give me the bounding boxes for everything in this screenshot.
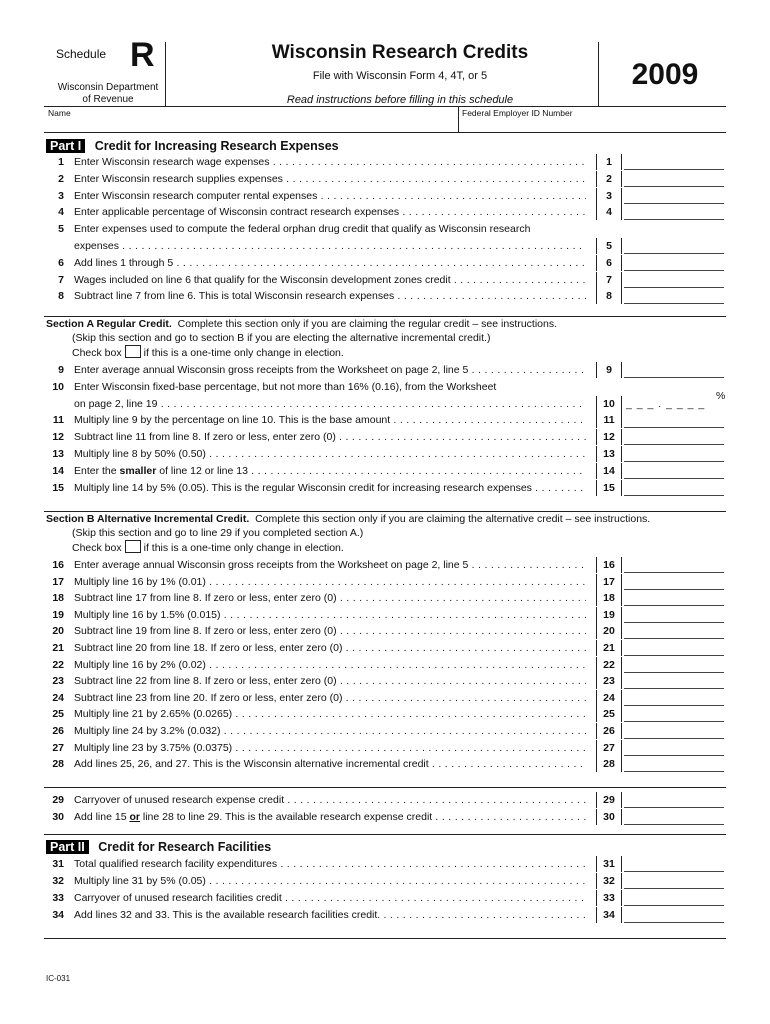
line-box-number: 25 [596,706,622,722]
line-description [74,607,586,623]
amount-input-line-1[interactable] [624,154,724,170]
line-number: 4 [58,206,64,219]
part1-title: Credit for Increasing Research Expenses [94,139,339,153]
name-row-bottom-rule [44,132,726,133]
line-description [74,907,586,923]
line-text: Subtract line 20 from line 18. If zero or less, enter zero (0) [74,642,343,654]
line-number: 20 [52,625,64,638]
form-line-28 [0,756,770,772]
section-a-check-line [46,345,736,361]
amount-input-line-14[interactable] [624,463,724,479]
line-description [74,723,586,739]
form-line-11 [0,412,770,428]
amount-input-line-32[interactable] [624,873,724,889]
line-box-number: 2 [596,171,622,187]
form-line-31 [0,856,770,872]
line-number: 27 [52,741,64,754]
name-input[interactable] [60,108,452,130]
line-description [74,792,586,808]
line-box-number: 22 [596,657,622,673]
file-with-note: File with Wisconsin Form 4, 4T, or 5 [312,70,488,82]
form-line-25 [0,706,770,722]
section-b-heading: Section B Alternative Incremental Credit. [46,513,250,525]
line-text: expenses [74,240,119,252]
line-number: 30 [52,811,64,823]
line-number: 34 [52,909,64,921]
line-description [74,255,586,271]
line-description [74,756,586,772]
line-description [74,429,586,445]
line-text: Add lines 32 and 33. This is the available research facilities credit. [74,909,381,921]
line-box-number: 31 [596,856,622,872]
form-line-33 [0,890,770,906]
part2-header [46,840,271,854]
section-a-header [46,318,736,361]
form-line-13 [0,446,770,462]
amount-input-line-27[interactable] [624,740,724,756]
line-description [74,740,586,756]
line-description [74,623,586,639]
header-divider-right [598,42,599,106]
form-title: Wisconsin Research Credits [271,42,529,63]
line-description [74,446,586,462]
section-b-check-line [46,540,736,556]
form-line-20 [0,623,770,639]
schedule-label: Schedule [56,47,107,61]
fein-input[interactable] [462,118,724,132]
line-number: 19 [52,608,64,621]
line-number: 2 [58,172,64,185]
line-box-number: 34 [596,907,622,923]
line-text: Enter expenses used to compute the federal orphan drug credit that qualify as Wisconsin research [74,223,531,236]
amount-input-line-12[interactable] [624,429,724,445]
line-box-number: 4 [596,204,622,220]
fein-divider [458,106,459,132]
part2-rule [44,834,726,835]
line-box-number: 28 [596,756,622,772]
line-description [74,480,586,496]
line-text: Add lines 1 through 5 [74,256,174,269]
line-description [74,396,586,412]
line-text: Multiply line 9 by the percentage on line 10. This is the base amount [74,414,391,427]
line-number: 1 [58,156,64,168]
line-description [74,188,586,204]
line-text: Multiply line 8 by 50% (0.50) [74,448,206,460]
line-box-number: 20 [596,623,622,639]
form-line-7 [0,272,770,288]
line-description [74,657,586,673]
amount-input-line-31[interactable] [624,856,724,872]
line-number: 13 [52,448,64,460]
line-number: 6 [58,256,64,269]
line-number: 23 [52,675,64,688]
line-number: 18 [52,592,64,605]
line-number: 24 [52,691,64,704]
section-b-rule [44,511,726,512]
amount-input-line-34[interactable] [624,907,724,923]
amount-input-line-22[interactable] [624,657,724,673]
form-line-18 [0,590,770,606]
line-text: Wages included on line 6 that qualify for the Wisconsin development zones credit [74,273,451,286]
line-box-number: 29 [596,792,622,808]
form-line-21 [0,640,770,656]
section-b-check-post: if this is a one-time only change in election. [143,542,344,554]
department-line-2: of Revenue [82,94,134,105]
line-number: 8 [58,290,64,303]
amount-input-line-13[interactable] [624,446,724,462]
line-box-number: 16 [596,557,622,573]
line-description [74,272,586,288]
line-description [74,640,586,656]
amount-input-line-29[interactable] [624,792,724,808]
line-description [74,238,586,254]
line-number: 33 [52,892,64,904]
line-number: 29 [52,794,64,806]
carryover-rule [44,787,726,788]
form-line-29 [0,792,770,808]
line-description [74,590,586,606]
amount-input-line-24[interactable] [624,690,724,706]
line-box-number: 9 [596,362,622,378]
line-box-number: 24 [596,690,622,706]
line-description [74,362,586,378]
line-description [74,154,586,170]
instructions-note: Read instructions before filling in this schedule [286,94,514,106]
section-a-skip: (Skip this section and go to section B if you are electing the alternative incremental credit.) [72,331,491,344]
section-b-check-pre: Check box [72,542,122,554]
line-text: Multiply line 16 by 1.5% (0.015) [74,608,221,621]
line-box-number: 1 [596,154,622,170]
section-b-header [46,513,736,556]
amount-input-line-4[interactable] [624,204,724,220]
line-text: Multiply line 16 by 2% (0.02) [74,658,206,671]
line-box-number: 27 [596,740,622,756]
line-text-emphasis: smaller [119,464,157,477]
line-number: 12 [52,431,64,444]
line-text: Subtract line 23 from line 20. If zero or less, enter zero (0) [74,691,343,704]
part2-title: Credit for Research Facilities [98,840,272,854]
line-number: 31 [52,858,64,870]
line-box-number: 5 [596,238,622,254]
form-line-19 [0,607,770,623]
line-box-number: 18 [596,590,622,606]
line-text: Add lines 25, 26, and 27. This is the Wisconsin alternative incremental credit [74,758,429,771]
form-line-2 [0,171,770,187]
form-line-12 [0,429,770,445]
amount-input-line-16[interactable] [624,557,724,573]
section-b-skip: (Skip this section and go to line 29 if you completed section A.) [72,526,364,539]
line-box-number: 32 [596,873,622,889]
line-box-number: 14 [596,463,622,479]
line-box-number: 19 [596,607,622,623]
line-text: Subtract line 7 from line 6. This is total Wisconsin research expenses [74,290,395,303]
line-description [74,412,586,428]
line-description [74,557,586,573]
line-number: 22 [52,658,64,671]
fein-label: Federal Employer ID Number [462,108,573,118]
line-box-number: 11 [596,412,622,428]
section-a-heading: Section A Regular Credit. [46,318,172,330]
amount-input-line-23[interactable] [624,673,724,689]
header-divider-left [165,42,166,106]
line-text: Enter average annual Wisconsin gross receipts from the Worksheet on page 2, line 5 [74,559,469,571]
department-name [54,82,162,106]
form-line-30 [0,809,770,825]
line-number: 5 [58,223,64,236]
tax-year: 2009 [631,58,699,91]
form-line-9 [0,362,770,378]
line-text: Subtract line 19 from line 8. If zero or less, enter zero (0) [74,625,337,638]
line-box-number: 21 [596,640,622,656]
form-line-26 [0,723,770,739]
section-a-election-checkbox[interactable] [125,345,141,358]
line-number: 26 [52,725,64,737]
line-description [74,856,586,872]
line-number: 17 [52,575,64,588]
form-line-3 [0,188,770,204]
line-number: 16 [52,559,64,571]
line-text-pre: Enter the [74,464,120,477]
amount-input-line-26[interactable] [624,723,724,739]
line-text-emphasis: or [129,811,140,823]
form-line-22 [0,657,770,673]
line-text: Carryover of unused research expense credit [74,794,285,806]
form-line-5-cont [0,238,770,254]
schedule-letter: R [130,36,155,74]
line-box-number: 12 [596,429,622,445]
line-description [74,809,586,825]
amount-input-line-28[interactable] [624,756,724,772]
line-number: 21 [52,642,64,654]
line-box-number: 13 [596,446,622,462]
form-line-5 [0,221,770,237]
form-line-27 [0,740,770,756]
amount-input-line-7[interactable] [624,272,724,288]
part1-header [46,139,339,153]
amount-input-line-17[interactable] [624,574,724,590]
line-number: 7 [58,273,64,286]
form-line-24 [0,690,770,706]
bottom-rule [44,938,726,939]
percentage-entry[interactable]: _ _ _ . _ _ _ _ [626,397,706,410]
form-line-14 [0,463,770,479]
line-text: Enter Wisconsin research computer rental expenses [74,189,318,202]
form-line-15 [0,480,770,496]
amount-input-line-2[interactable] [624,171,724,187]
section-a-check-pre: Check box [72,347,122,359]
line-text: Multiply line 14 by 5% (0.05). This is the regular Wisconsin credit for increasing research expenses [74,481,532,494]
name-label: Name [48,108,71,118]
line-text: Total qualified research facility expenditures [74,858,278,870]
form-line-16 [0,557,770,573]
amount-input-line-20[interactable] [624,623,724,639]
line-text: Subtract line 11 from line 8. If zero or less, enter zero (0) [74,431,336,444]
line-box-number: 10 [596,396,622,412]
form-line-17 [0,574,770,590]
line-number: 9 [58,364,64,376]
line-number: 3 [58,189,64,202]
line-description [74,873,586,889]
line-text: Multiply line 21 by 2.65% (0.0265) [74,708,233,721]
line-number: 10 [52,380,64,393]
amount-input-line-18[interactable] [624,590,724,606]
section-b-election-checkbox[interactable] [125,540,141,553]
line-text-pre: Add line 15 [74,811,130,823]
line-box-number: 8 [596,288,622,304]
form-id: IC-031 [46,974,71,983]
line-description [74,171,586,187]
line-description [74,379,586,395]
form-line-6 [0,255,770,271]
line-box-number: 7 [596,272,622,288]
line-text: Multiply line 31 by 5% (0.05) [74,875,206,887]
percent-sign: % [716,389,726,402]
line-text-post: line 28 to line 29. This is the available research expense credit [139,811,433,823]
form-line-1 [0,154,770,170]
line-description [74,221,586,237]
line-text: Carryover of unused research facilities credit [74,892,282,904]
line-text-post: of line 12 or line 13 [156,464,248,477]
line-text: Enter Wisconsin research supplies expenses [74,172,283,185]
line-description [74,574,586,590]
amount-input-line-9[interactable] [624,362,724,378]
form-line-8 [0,288,770,304]
line-number: 28 [52,758,64,771]
name-row-top-rule [44,106,726,107]
amount-input-line-30[interactable] [624,809,724,825]
part2-tag: Part II [46,840,89,854]
line-number: 32 [52,875,64,887]
department-line-1: Wisconsin Department [57,82,159,93]
line-description [74,288,586,304]
line-box-number: 6 [596,255,622,271]
line-number: 15 [52,481,64,494]
amount-input-line-5[interactable] [624,238,724,254]
form-line-10-cont [0,389,770,412]
line-description [74,890,586,906]
section-b-title-line [46,513,736,527]
section-a-rule [44,316,726,317]
line-number: 11 [52,414,64,427]
section-b-desc: Complete this section only if you are claiming the alternative credit – see instructions. [255,513,651,525]
amount-input-line-6[interactable] [624,255,724,271]
amount-input-line-8[interactable] [624,288,724,304]
line-box-number: 23 [596,673,622,689]
amount-input-line-33[interactable] [624,890,724,906]
line-number: 14 [52,464,64,477]
line-description [74,706,586,722]
line-box-number: 30 [596,809,622,825]
amount-input-line-3[interactable] [624,188,724,204]
amount-input-line-25[interactable] [624,706,724,722]
line-text: Enter Wisconsin research wage expenses [74,156,270,168]
line-text: Enter average annual Wisconsin gross receipts from the Worksheet on page 2, line 5 [74,364,469,376]
line-text: on page 2, line 19 [74,397,158,410]
line-text: Multiply line 24 by 3.2% (0.032) [74,725,221,737]
section-a-title-line [46,318,736,332]
form-line-10 [0,379,770,395]
line-box-number: 33 [596,890,622,906]
line-box-number: 26 [596,723,622,739]
form-line-34 [0,907,770,923]
line-box-number: 3 [596,188,622,204]
amount-input-line-21[interactable] [624,640,724,656]
line-text: Subtract line 17 from line 8. If zero or less, enter zero (0) [74,592,337,605]
line-description [74,690,586,706]
line-text: Multiply line 16 by 1% (0.01) [74,575,206,588]
line-description [74,673,586,689]
line-description [74,463,586,479]
section-a-check-post: if this is a one-time only change in election. [143,347,344,359]
line-text: Subtract line 22 from line 8. If zero or less, enter zero (0) [74,675,337,688]
amount-input-line-19[interactable] [624,607,724,623]
form-line-23 [0,673,770,689]
section-a-desc: Complete this section only if you are claiming the regular credit – see instructions. [177,318,558,330]
form-line-4 [0,204,770,220]
line-text: Enter applicable percentage of Wisconsin contract research expenses [74,206,400,219]
amount-input-line-15[interactable] [624,480,724,496]
line-box-number: 15 [596,480,622,496]
form-line-32 [0,873,770,889]
part1-tag: Part I [46,139,85,153]
line-box-number: 17 [596,574,622,590]
line-text: Multiply line 23 by 3.75% (0.0375) [74,741,233,754]
line-text: Enter Wisconsin fixed-base percentage, but not more than 16% (0.16), from the Worksheet [74,380,497,393]
amount-input-line-11[interactable] [624,412,724,428]
amount-input-line-10[interactable] [624,389,726,412]
line-number: 25 [52,708,64,721]
line-description [74,204,586,220]
